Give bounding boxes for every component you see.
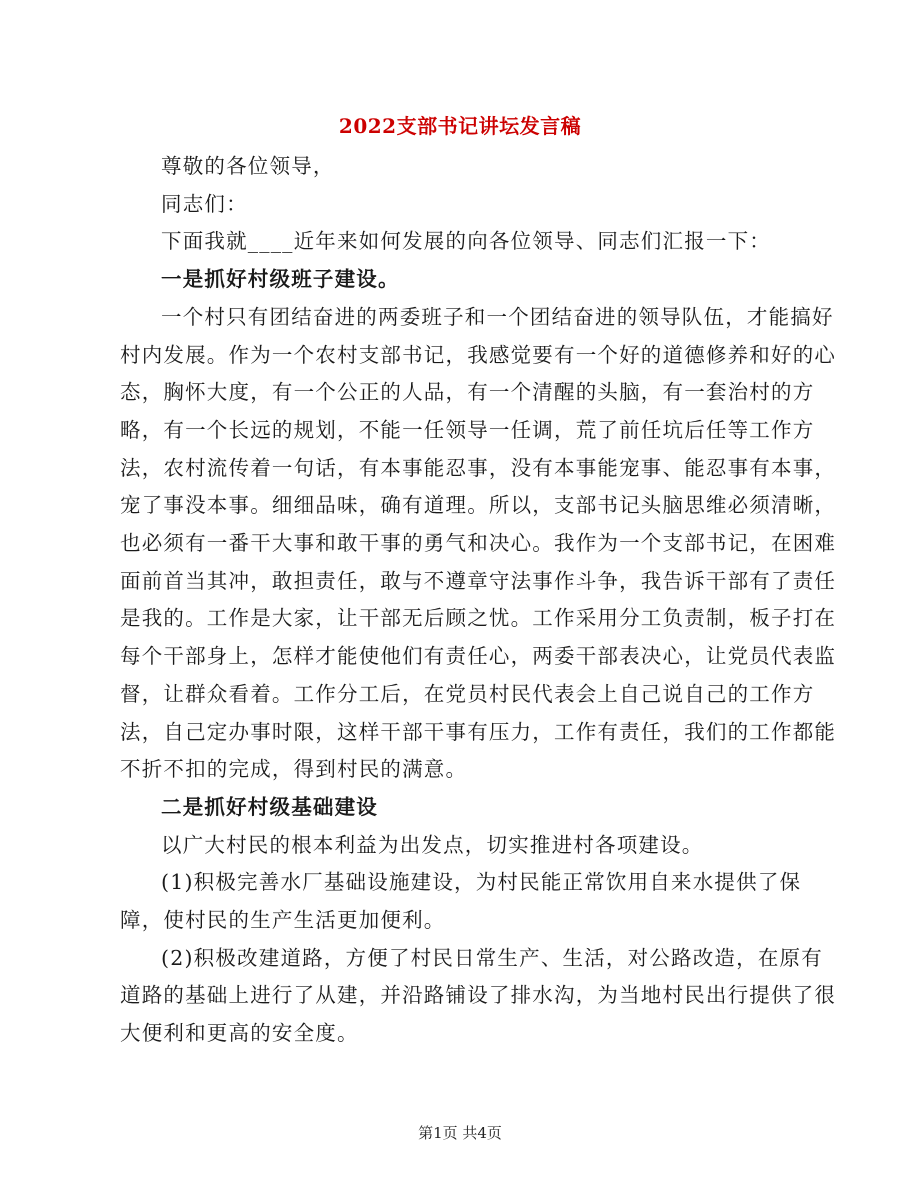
salutation-line: 尊敬的各位领导， — [161, 154, 335, 178]
document-title: 2022支部书记讲坛发言稿 — [338, 114, 582, 138]
document-body — [120, 148, 840, 1053]
page-number: 第1页 共4页 — [418, 1124, 502, 1142]
list-item: (2)积极改建道路，方便了村民日常生产、生活，对公路改造，在原有道路的基础上进行了从建，并沿路铺设了排水沟，为当地村民出行提供了很大便利和更高的安全度。 — [120, 945, 837, 1046]
body-paragraph: 一个村只有团结奋进的两委班子和一个团结奋进的领导队伍，才能搞好村内发展。作为一个农村支部书记，我感觉要有一个好的道德修养和好的心态，胸怀大度，有一个公正的人品，有一个清醒的头脑，有一套治村的方略，有一个长远的规划，不能一任领导一任调，荒了前任坑后任等工作方法，农村流传着一句话，有本事能忍事，没有本事能宠事、能忍事有本事，宠了事没本事。细细品味，确有道理。所以，支部书记头脑思维必须清晰，也必须有一番干大事和敢干事的勇气和决心。我作为一个支部书记，在困难面前首当其冲，敢担责任，敢与不遵章守法事作斗争，我告诉干部有了责任是我的。工作是大家，让干部无后顾之忧。工作采用分工负责制，板子打在每个干部身上，怎样才能使他们有责任心，两委干部表决心，让党员代表监督，让群众看着。工作分工后，在党员村民代表会上自己说自己的工作方法，自己定办事时限，这样干部干事有压力，工作有责任，我们的工作都能不折不扣的完成，得到村民的满意。 — [120, 304, 837, 782]
salutation-line: 同志们： — [161, 191, 248, 216]
section-heading: 一是抓好村级班子建设。 — [161, 267, 400, 292]
section-heading: 二是抓好村级基础建设 — [161, 794, 378, 819]
body-paragraph: 以广大村民的根本利益为出发点，切实推进村各项建设。 — [161, 832, 704, 857]
intro-paragraph: 下面我就____近年来如何发展的向各位领导、同志们汇报一下： — [161, 229, 771, 254]
list-item: (1)积极完善水厂基础设施建设，为村民能正常饮用自来水提供了保障，使村民的生产生活更加便利。 — [120, 870, 802, 933]
